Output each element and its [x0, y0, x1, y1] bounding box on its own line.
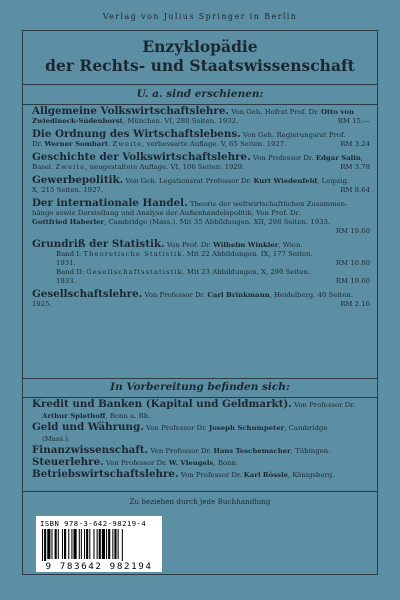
barcode-bar [51, 529, 52, 559]
barcode-bar [58, 529, 59, 559]
book-price: RM 15.— [337, 117, 370, 125]
barcode [40, 529, 158, 561]
barcode-bar [71, 529, 72, 559]
book-title: Allgemeine Volkswirtschaftslehre. [32, 105, 229, 117]
published-heading: U. a. sind erschienen: [136, 88, 264, 100]
book-entry: Allgemeine Volkswirtschaftslehre. Von Geh. Hofrat Prof. Dr. Otto von Zwiedineck-Südenhorst, München. VI, 280 Seiten. 1932. RM 15.— [32, 105, 370, 125]
barcode-bar [68, 529, 69, 559]
book-entry: Die Ordnung des Wirtschaftslebens. Von Geh. Regierungsrat Prof. Dr. Werner Sombart. Zweite, verbesserte Auflage. V, 65 Seiten. 1927. RM 3.24 [32, 128, 370, 148]
book-title: Betriebswirtschaftslehre. [32, 468, 179, 480]
book-author: Edgar Salin [315, 154, 361, 162]
book-title: Steuerlehre. [32, 456, 104, 468]
book-entry: Steuerlehre. Von Professor Dr. W. Vleugels, Bonn. [32, 456, 239, 468]
book-price: RM 3.24 [340, 140, 370, 148]
book-title: Finanzwissenschaft. [32, 444, 149, 456]
barcode-bar [118, 529, 119, 559]
barcode-bar [79, 529, 80, 559]
book-price: RM 19.60 [335, 277, 370, 285]
book-entry: Finanzwissenschaft. Von Professor Dr. Hans Teschemacher, Tübingen. [32, 444, 331, 456]
book-entry: Der internationale Handel. Theorie der weltwirtschaftlichen Zusammen- hänge sowie Darstellung und Analyse der Außenhandelspolitik. Von Prof. Dr. Gottfried Haberler, Cambridge (Mass.). Mit 35 Abbildungen. XII, 298 Seiten. 1933. RM 19.60 [32, 197, 370, 235]
divider [22, 84, 378, 85]
book-author: Arthur Spiethoff [42, 412, 106, 420]
prep-heading: In Vorbereitung befinden sich: [110, 381, 290, 393]
barcode-bar [86, 529, 88, 559]
book-price: RM 10.80 [335, 259, 370, 267]
book-entry: Betriebswirtschaftslehre. Von Professor Dr. Karl Rössle, Königsberg. [32, 468, 335, 480]
book-author: Joseph Schumpeter [209, 424, 285, 432]
barcode-bar [112, 529, 113, 559]
volume-title: Gesellschaftsstatistik [86, 268, 183, 276]
book-title: Kredit und Banken (Kapital und Geldmarkt). [32, 398, 292, 410]
barcode-bar [102, 529, 105, 559]
published-list [32, 107, 370, 309]
isbn-text: ISBN 978-3-642-98219-4 [40, 519, 147, 528]
book-price: RM 3.78 [340, 163, 370, 171]
book-author: Carl Brinkmann [207, 291, 270, 299]
barcode-bar [74, 529, 77, 559]
book-entry: Geld und Währung. Von Professor Dr. Joseph Schumpeter, Cambridge (Mass.). [32, 421, 328, 443]
barcode-bar [62, 529, 63, 559]
book-entry: Geschichte der Volkswirtschaftslehre. Von Professor Dr. Edgar Salin, Basel. Zweite, neugestaltete Auflage. VI, 106 Seiten. 1929. RM 3.78 [32, 151, 370, 171]
book-title: Gewerbepolitik. [32, 174, 124, 186]
book-entry: Gesellschaftslehre. Von Professor Dr. Carl Brinkmann, Heidelberg. 40 Seiten. 1925. RM 2.16 [32, 288, 370, 308]
book-title: Geld und Währung. [32, 421, 144, 433]
book-title: Geschichte der Volkswirtschaftslehre. [32, 151, 251, 163]
volume-title: Theoretische Statistik [83, 250, 183, 258]
divider [22, 378, 378, 379]
barcode-bar [114, 529, 116, 559]
book-title: Gesellschaftslehre. [32, 288, 143, 300]
book-entry: Grundriß der Statistik. Von Prof. Dr. Wilhelm Winkler, Wien. Band I: Theoretische Statistik. Mit 22 Abbildungen. IX, 177 Seiten. 1931. RM 10.80 Band II: Gesellschaftsstatistik. Mit 23 Abbildungen. X, 290 Seiten. 1933. RM 19.60 [32, 238, 370, 285]
barcode-bar [93, 529, 94, 559]
barcode-bar [42, 529, 43, 561]
book-author: Wilhelm Winkler [213, 241, 279, 249]
book-entry: Kredit und Banken (Kapital und Geldmarkt). Von Professor Dr. Arthur Spiethoff, Bonn a. Rh. [32, 398, 355, 420]
book-author: Hans Teschemacher [213, 447, 291, 455]
book-author: Kurt Wiedenfeld [253, 177, 318, 185]
book-author: Gottfried Haberler [32, 218, 105, 226]
barcode-bar [122, 529, 123, 561]
series-title-line1: Enzyklopädie [142, 37, 258, 56]
book-author: Werner Sombart [44, 140, 109, 148]
book-entry: Gewerbepolitik. Von Geh. Legationsrat Professor Dr. Kurt Wiedenfeld, Leipzig. X, 215 Seiten. 1927. RM 8.64 [32, 174, 370, 194]
barcode-bar [106, 529, 107, 559]
barcode-bar [89, 529, 90, 559]
book-author: W. Vleugels [168, 459, 214, 467]
barcode-bar [97, 529, 98, 559]
book-author: Otto von [320, 108, 354, 116]
book-price: RM 2.16 [340, 300, 370, 308]
barcode-label [36, 516, 162, 572]
divider [22, 491, 378, 492]
book-title: Grundriß der Statistik. [32, 238, 165, 250]
barcode-bar [99, 529, 101, 559]
barcode-bar [84, 529, 85, 559]
barcode-bar [64, 529, 66, 559]
barcode-bar [108, 529, 110, 559]
bookseller-note: Zu beziehen durch jede Buchhandlung [129, 497, 271, 506]
series-title-line2: der Rechts- und Staatswissenschaft [45, 56, 355, 75]
book-title: Die Ordnung des Wirtschaftslebens. [32, 128, 241, 140]
barcode-number: 9 783642 982194 [45, 561, 153, 572]
book-price: RM 8.64 [340, 186, 370, 194]
series-title [22, 37, 378, 75]
barcode-bar [47, 529, 50, 559]
preparation-list [32, 399, 370, 481]
book-price: RM 19.60 [335, 227, 370, 235]
barcode-bar [55, 529, 57, 559]
barcode-bar [81, 529, 82, 559]
barcode-bar [44, 529, 46, 561]
publisher-line: Verlag von Julius Springer in Berlin [102, 12, 298, 21]
book-author: Karl Rössle [243, 471, 288, 479]
book-title: Der internationale Handel. [32, 197, 188, 209]
book-author: Zwiedineck-Südenhorst [32, 117, 123, 125]
